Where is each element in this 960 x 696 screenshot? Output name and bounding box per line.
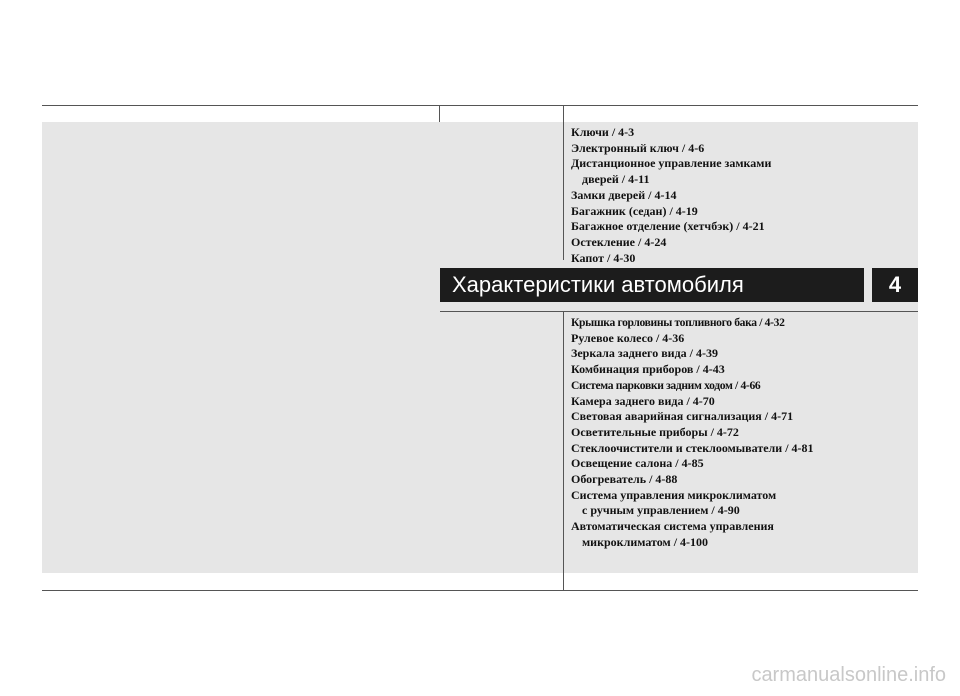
watermark: carmanualsonline.info xyxy=(751,664,946,686)
toc-entry-text: Световая аварийная сигнализация / 4-71 xyxy=(571,409,794,424)
toc-entry-text: Комбинация приборов / 4-43 xyxy=(571,362,725,377)
toc-entry[interactable] xyxy=(571,251,771,267)
toc-entry[interactable] xyxy=(571,425,814,441)
toc-entry-text: Камера заднего вида / 4-70 xyxy=(571,393,715,408)
toc-bottom-divider-extension xyxy=(563,573,564,590)
toc-entry-text: Стеклоочистители и стеклоомыватели / 4-81 xyxy=(571,440,814,455)
toc-entry-continuation: с ручным управлением / 4-90 xyxy=(582,503,740,518)
toc-entry[interactable] xyxy=(571,409,814,425)
toc-entry-text: Зеркала заднего вида / 4-39 xyxy=(571,346,718,361)
chapter-number: 4 xyxy=(872,268,918,302)
toc-entry[interactable] xyxy=(571,456,814,472)
toc-entry-text: Багажное отделение (хетчбэк) / 4-21 xyxy=(571,219,765,234)
toc-entry-text: Система управления микроклиматом xyxy=(571,487,777,502)
toc-entry-text: Дистанционное управление замками xyxy=(571,156,772,171)
toc-entry-text: Ключи / 4-3 xyxy=(571,125,635,139)
toc-entry-text: Автоматическая система управления xyxy=(571,519,774,534)
toc-bottom-divider xyxy=(563,311,564,573)
toc-top-divider xyxy=(563,105,564,260)
banner-underline xyxy=(440,311,918,312)
toc-entry[interactable] xyxy=(571,362,814,378)
toc-entry-text: Осветительные приборы / 4-72 xyxy=(571,424,739,439)
toc-entry[interactable] xyxy=(571,519,814,550)
toc-entry-text: Обогреватель / 4-88 xyxy=(571,472,678,487)
toc-entry[interactable] xyxy=(571,219,771,235)
toc-entry[interactable] xyxy=(571,488,814,519)
bottom-rule xyxy=(42,590,918,591)
toc-entry-text: Замки дверей / 4-14 xyxy=(571,187,677,202)
toc-entry-text: Багажник (седан) / 4-19 xyxy=(571,203,698,218)
toc-entry[interactable] xyxy=(571,441,814,457)
toc-entry[interactable] xyxy=(571,125,771,141)
toc-entry[interactable] xyxy=(571,204,771,220)
toc-entry-text: Рулевое колесо / 4-36 xyxy=(571,330,685,345)
toc-entry[interactable] xyxy=(571,378,814,394)
toc-entry-continuation: микроклиматом / 4-100 xyxy=(582,534,709,549)
toc-entry[interactable] xyxy=(571,472,814,488)
toc-entry-text: Остекление / 4-24 xyxy=(571,234,667,249)
toc-entry-text: Система парковки задним ходом / 4-66 xyxy=(571,378,761,392)
toc-list-top xyxy=(571,125,771,266)
toc-entry[interactable] xyxy=(571,394,814,410)
toc-entry-continuation: дверей / 4-11 xyxy=(582,172,650,187)
toc-entry[interactable] xyxy=(571,156,771,187)
toc-entry-text: Освещение салона / 4-85 xyxy=(571,456,704,471)
toc-entry[interactable] xyxy=(571,188,771,204)
toc-entry[interactable] xyxy=(571,331,814,347)
toc-entry[interactable] xyxy=(571,141,771,157)
toc-entry-text: Электронный ключ / 4-6 xyxy=(571,140,705,155)
top-rule xyxy=(42,105,918,106)
toc-entry[interactable] xyxy=(571,346,814,362)
toc-entry[interactable] xyxy=(571,235,771,251)
toc-list-bottom xyxy=(571,315,814,551)
toc-entry-text: Крышка горловины топливного бака / 4-32 xyxy=(571,316,785,329)
toc-entry[interactable] xyxy=(571,315,814,331)
chapter-title: Характеристики автомобиля xyxy=(440,268,864,302)
toc-entry-text: Капот / 4-30 xyxy=(571,250,636,265)
